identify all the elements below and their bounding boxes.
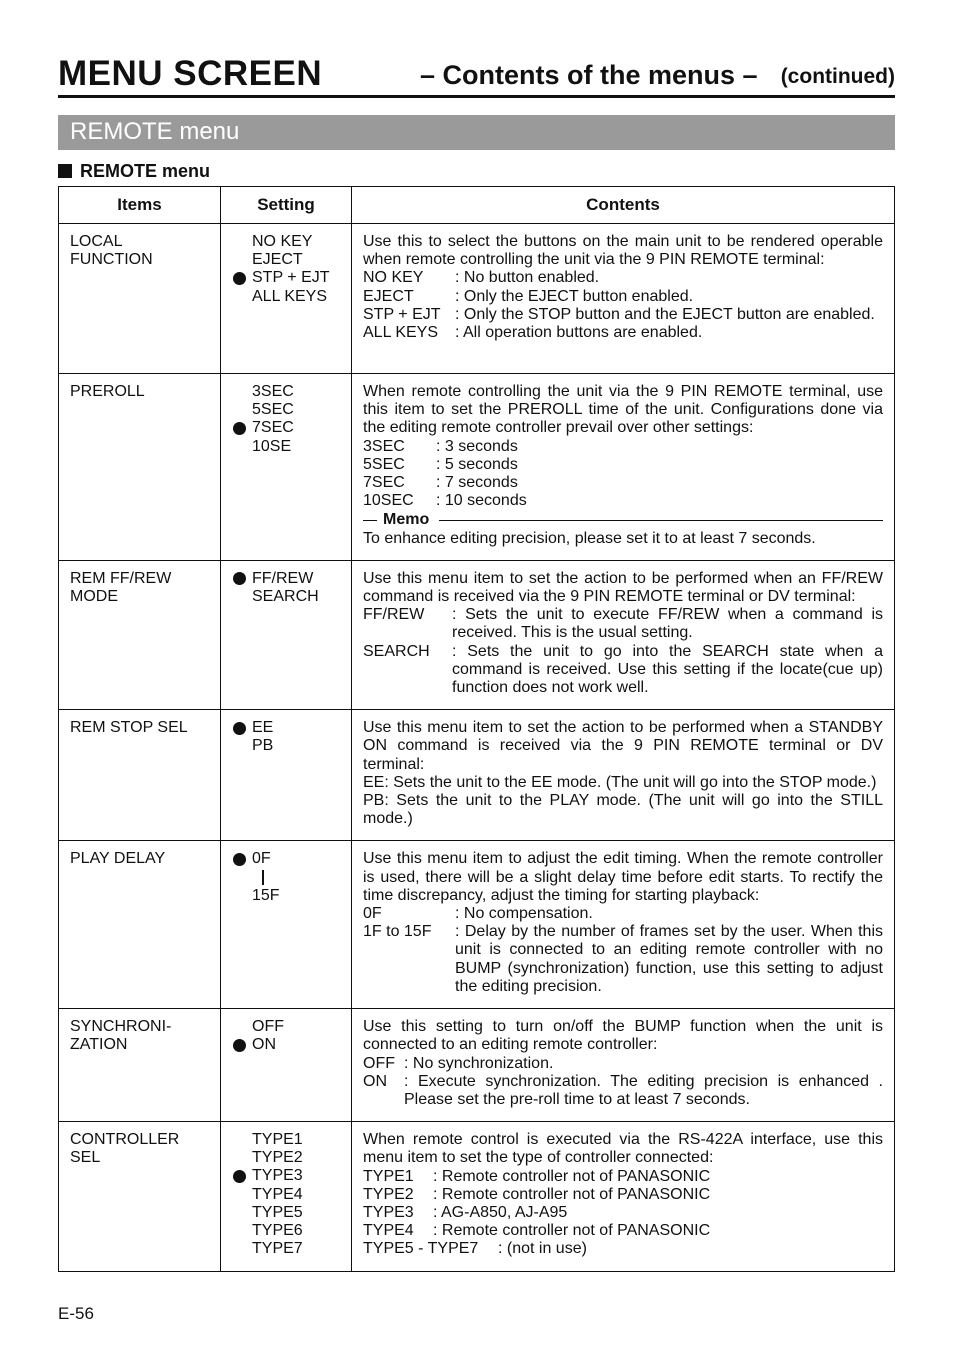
- option-definition: [363, 1073, 883, 1109]
- item-description: [352, 1122, 895, 1271]
- item-description: [352, 224, 895, 374]
- setting-options: [221, 560, 352, 709]
- option-value: : No synchronization.: [404, 1054, 554, 1072]
- item-description: [352, 1009, 895, 1122]
- option-definition: [363, 1240, 883, 1258]
- setting-option: [233, 1131, 340, 1149]
- setting-option-label: EJECT: [252, 251, 303, 269]
- item-name: REM STOP SEL: [59, 710, 221, 841]
- option-definition: [363, 288, 883, 306]
- continued-label: (continued): [780, 65, 895, 88]
- option-definition: [363, 269, 883, 287]
- option-definition: [363, 923, 883, 996]
- description-intro: Use this menu item to set the action to be performed when a STANDBY ON command is received via the 9 PIN REMOTE terminal or DV terminal:: [363, 719, 883, 773]
- description-intro: Use this to select the buttons on the main unit to be rendered operable when remote controlling the unit via the 9 PIN REMOTE terminal:: [363, 233, 883, 269]
- option-key: STP + EJT: [363, 305, 441, 323]
- subheading: [58, 161, 210, 182]
- description-intro: Use this menu item to adjust the edit timing. When the remote controller is used, there will be a slight delay time before edit starts. To rectify the time discrepancy, adjust the timing for starting playback:: [363, 850, 883, 904]
- option-value: : Execute synchronization. The editing precision is enhanced . Please set the pre-roll time to at least 7 seconds.: [404, 1072, 883, 1108]
- setting-option-label: TYPE2: [252, 1149, 303, 1167]
- setting-option: [233, 719, 340, 737]
- option-definition: [363, 1222, 883, 1240]
- item-name: LOCAL FUNCTION: [59, 224, 221, 374]
- page-number: E-56: [58, 1304, 94, 1323]
- option-value: : Only the EJECT button enabled.: [455, 287, 694, 305]
- setting-option-label: FF/REW: [252, 569, 314, 587]
- header-items: Items: [59, 187, 221, 224]
- setting-option-label: TYPE4: [252, 1185, 303, 1203]
- setting-option: [233, 1018, 340, 1036]
- option-value: : 7 seconds: [436, 474, 518, 492]
- memo-dash-icon: [363, 520, 377, 522]
- setting-option-label: 0F: [252, 850, 271, 868]
- setting-option-label: ALL KEYS: [252, 287, 328, 305]
- setting-option: [233, 419, 340, 437]
- default-bullet-icon: [233, 572, 246, 585]
- table-row: [59, 710, 895, 841]
- table-row: [59, 841, 895, 1009]
- item-description: [352, 374, 895, 561]
- option-definition: [363, 1186, 883, 1204]
- option-definition: [363, 1168, 883, 1186]
- setting-option-label: ON: [252, 1036, 276, 1054]
- option-definition: [363, 306, 883, 324]
- option-value: : AG-A850, AJ-A95: [433, 1203, 568, 1221]
- setting-options: [221, 710, 352, 841]
- item-description: [352, 710, 895, 841]
- option-key: 3SEC: [363, 437, 405, 455]
- item-name: REM FF/REW MODE: [59, 560, 221, 709]
- table-row: [59, 560, 895, 709]
- setting-option-label: EE: [252, 719, 274, 737]
- setting-option-label: TYPE7: [252, 1240, 303, 1258]
- setting-option-label: 5SEC: [252, 401, 294, 419]
- item-description: [352, 841, 895, 1009]
- option-key: SEARCH: [363, 642, 430, 660]
- option-value: : Remote controller not of PANASONIC: [433, 1185, 711, 1203]
- setting-option: [233, 850, 340, 868]
- option-key: FF/REW: [363, 606, 425, 624]
- description-intro: Use this setting to turn on/off the BUMP function when the unit is connected to an editing remote controller:: [363, 1018, 883, 1054]
- item-name: PLAY DELAY: [59, 841, 221, 1009]
- option-value: : No button enabled.: [455, 269, 600, 287]
- option-key: EJECT: [363, 287, 414, 305]
- setting-option: [233, 1167, 340, 1185]
- setting-options: [221, 1122, 352, 1271]
- option-key: 10SEC: [363, 492, 414, 510]
- setting-option: [233, 288, 340, 306]
- setting-option: [233, 887, 340, 905]
- description-intro: When remote control is executed via the RS-422A interface, use this menu item to set the type of controller connected:: [363, 1131, 883, 1167]
- setting-option-label: TYPE5: [252, 1203, 303, 1221]
- header-setting: Setting: [221, 187, 352, 224]
- option-definition: [363, 606, 883, 642]
- setting-option-label: PB: [252, 737, 274, 755]
- option-value: : Remote controller not of PANASONIC: [433, 1222, 711, 1240]
- option-value: : All operation buttons are enabled.: [455, 324, 703, 342]
- table-body: [59, 224, 895, 1272]
- option-definition: [363, 492, 883, 510]
- section-banner: [58, 115, 895, 150]
- page-title: MENU SCREEN: [58, 54, 323, 93]
- page-header: [58, 52, 895, 98]
- item-name: CONTROLLER SEL: [59, 1122, 221, 1271]
- setting-option-label: TYPE6: [252, 1222, 303, 1240]
- option-definition: [363, 1204, 883, 1222]
- default-bullet-icon: [233, 422, 246, 435]
- option-value: : 3 seconds: [436, 437, 518, 455]
- setting-options: [221, 1009, 352, 1122]
- remote-menu-table: [58, 186, 895, 1272]
- option-key: 0F: [363, 905, 382, 923]
- option-key: ALL KEYS: [363, 324, 439, 342]
- option-value: : Only the STOP button and the EJECT button are enabled.: [455, 305, 875, 323]
- setting-option: [233, 1186, 340, 1204]
- setting-option: [233, 1036, 340, 1054]
- setting-option: [233, 233, 340, 251]
- option-key: 7SEC: [363, 474, 405, 492]
- option-definition: [363, 1055, 883, 1073]
- option-key: OFF: [363, 1054, 395, 1072]
- setting-option-label: 7SEC: [252, 419, 294, 437]
- setting-option: [233, 1240, 340, 1258]
- subheading-text: REMOTE menu: [80, 161, 211, 181]
- setting-option: [233, 588, 340, 606]
- item-description: [352, 560, 895, 709]
- setting-option-label: STP + EJT: [252, 269, 330, 287]
- item-name: SYNCHRONI- ZATION: [59, 1009, 221, 1122]
- setting-option: [233, 1149, 340, 1167]
- square-bullet-icon: [58, 164, 72, 178]
- option-key: TYPE4: [363, 1222, 414, 1240]
- option-key: TYPE1: [363, 1167, 414, 1185]
- item-name: PREROLL: [59, 374, 221, 561]
- memo-text: To enhance editing precision, please set it to at least 7 seconds.: [363, 529, 816, 547]
- setting-option-label: 10SE: [252, 437, 292, 455]
- option-key: ON: [363, 1072, 387, 1090]
- setting-option-label: TYPE3: [252, 1167, 303, 1185]
- description-line: EE: Sets the unit to the EE mode. (The unit will go into the STOP mode.): [363, 773, 877, 791]
- default-bullet-icon: [233, 272, 246, 285]
- option-key: 5SEC: [363, 455, 405, 473]
- memo-label: Memo: [383, 511, 430, 529]
- header-contents: Contents: [352, 187, 895, 224]
- setting-option-label: OFF: [252, 1018, 284, 1036]
- default-bullet-icon: [233, 1039, 246, 1052]
- option-key: TYPE5 - TYPE7: [363, 1240, 479, 1258]
- setting-option-label: TYPE1: [252, 1131, 303, 1149]
- setting-options: [221, 224, 352, 374]
- option-key: 1F to 15F: [363, 923, 432, 941]
- option-definition: [363, 324, 883, 342]
- option-value: : (not in use): [498, 1240, 587, 1258]
- option-key: NO KEY: [363, 269, 424, 287]
- setting-option: [233, 438, 340, 456]
- option-value: : Sets the unit to execute FF/REW when a command is received. This is the usual setting.: [452, 606, 883, 642]
- setting-option: [233, 570, 340, 588]
- setting-option-label: 3SEC: [252, 383, 294, 400]
- description-intro: Use this menu item to set the action to be performed when an FF/REW command is received via the 9 PIN REMOTE terminal or DV terminal:: [363, 569, 883, 606]
- option-value: : Delay by the number of frames set by the user. When this unit is connected to an editing remote controller with no BUMP (synchronization) function, use this setting to adjust the editing precision.: [455, 923, 883, 995]
- memo-heading: [363, 511, 883, 529]
- setting-option: [233, 251, 340, 269]
- section-title: REMOTE menu: [70, 118, 240, 145]
- setting-options: [221, 374, 352, 561]
- setting-option: [233, 1204, 340, 1222]
- page-subtitle: – Contents of the menus –: [420, 60, 758, 90]
- description-line: PB: Sets the unit to the PLAY mode. (The unit will go into the STILL mode.): [363, 792, 883, 828]
- setting-option: [233, 401, 340, 419]
- setting-option-label: 15F: [252, 886, 280, 904]
- option-value: : Remote controller not of PANASONIC: [433, 1167, 711, 1185]
- range-bar-icon: [262, 870, 264, 885]
- option-definition: [363, 643, 883, 698]
- table-row: [59, 374, 895, 561]
- setting-option-label: SEARCH: [252, 588, 319, 606]
- table-header-row: [59, 187, 895, 224]
- option-definition: [363, 438, 883, 456]
- setting-option: [233, 737, 340, 755]
- option-definition: [363, 474, 883, 492]
- option-value: : 5 seconds: [436, 455, 518, 473]
- option-definition: [363, 905, 883, 923]
- setting-options: [221, 841, 352, 1009]
- option-value: : 10 seconds: [436, 492, 527, 510]
- setting-option: [233, 383, 340, 401]
- default-bullet-icon: [233, 722, 246, 735]
- setting-option: [233, 269, 340, 287]
- option-definition: [363, 456, 883, 474]
- memo-rule: [439, 520, 883, 522]
- table-row: [59, 1122, 895, 1271]
- setting-option: [233, 1222, 340, 1240]
- setting-option-label: NO KEY: [252, 233, 313, 250]
- table-row: [59, 224, 895, 374]
- option-key: TYPE2: [363, 1185, 414, 1203]
- option-value: : Sets the unit to go into the SEARCH state when a command is received. Use this setting if the locate(cue up) function does not work well.: [452, 642, 883, 697]
- setting-option: [233, 869, 340, 887]
- table-row: [59, 1009, 895, 1122]
- default-bullet-icon: [233, 1170, 246, 1183]
- default-bullet-icon: [233, 853, 246, 866]
- option-value: : No compensation.: [455, 905, 593, 923]
- option-key: TYPE3: [363, 1203, 414, 1221]
- description-intro: When remote controlling the unit via the 9 PIN REMOTE terminal, use this item to set the PREROLL time of the unit. Configurations done via the editing remote controller prevail over other settings:: [363, 383, 883, 437]
